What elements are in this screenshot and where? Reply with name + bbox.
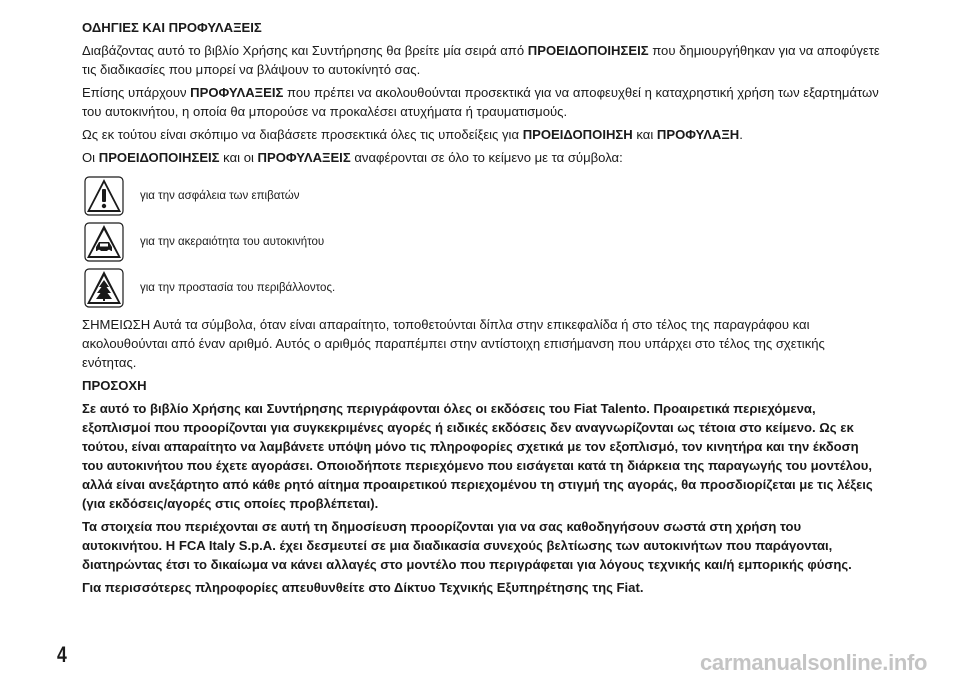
attention-paragraph: Σε αυτό το βιβλίο Χρήσης και Συντήρησης περιγράφονται όλες οι εκδόσεις του Fiat Talento. Προαιρετικά περιεχόμενα, εξοπλισμοί που προορίζονται για συγκεκριμένες αγορές ή ειδικές εκδόσεις δεν αναγνωρίζονται ως τέτοια στο κείμενο. Ως εκ τούτου, είναι απαραίτητο να λαμβάνετε υπόψη μόνο τις πληροφορίες σχετικά με τον εξοπλισμό, τον κινητήρα και την έκδοση του αυτοκινήτου που έχετε αγοράσει. Οποιοδήποτε περιεχόμενο που εισάγεται κατά τη διάρκεια της παραγωγής του μοντέλου, αλλά είναι ανεξάρτητο από κάθε ρητό αίτημα προαιρετικού περιεχομένου τη στιγμή της αγοράς, θα προσδιορίζεται με τις λέξεις (για εκδόσεις/αγορές στις οποίες προβλέπεται).: [82, 401, 873, 511]
read-text-3: .: [739, 127, 743, 142]
page-number: 4: [57, 642, 67, 667]
symbol-label: για την ακεραιότητα του αυτοκινήτου: [140, 235, 325, 248]
read-warning-term: ΠΡΟΕΙΔΟΠΟΙΗΣΗ: [522, 127, 633, 142]
symbols-text-2: και οι: [219, 150, 258, 165]
symbols-text-3: αναφέρονται σε όλο το κείμενο με τα σύμβολα:: [350, 150, 623, 165]
tree-icon: [84, 268, 124, 308]
intro-text-2: που δημιουργήθηκαν για να αποφύγετε τις διαδικασίες που μπορεί να βλάψουν το αυτοκίνητό σας.: [82, 43, 880, 77]
precautions-term: ΠΡΟΦΥΛΑΞΕΙΣ: [190, 85, 284, 100]
attention-section: [82, 399, 882, 597]
car-icon: [84, 222, 124, 262]
read-text-2: και: [632, 127, 657, 142]
intro-warnings-term: ΠΡΟΕΙΔΟΠΟΙΗΣΕΙΣ: [527, 43, 649, 58]
symbols-warnings-term: ΠΡΟΕΙΔΟΠΟΙΗΣΕΙΣ: [98, 150, 220, 165]
precautions-paragraph: [82, 83, 882, 121]
intro-text-1: Διαβάζοντας αυτό το βιβλίο Χρήσης και Συντήρησης θα βρείτε μία σειρά από: [82, 43, 528, 58]
symbol-label: για την ασφάλεια των επιβατών: [140, 189, 300, 202]
symbol-label: για την προστασία του περιβάλλοντος.: [140, 281, 336, 294]
watermark: carmanualsonline.info: [700, 650, 928, 675]
attention-paragraph: Τα στοιχεία που περιέχονται σε αυτή τη δημοσίευση προορίζονται για να σας καθοδηγήσουν σωστά στη χρήση του αυτοκινήτου. Η FCA Italy S.p.A. έχει δεσμευτεί σε μια διαδικασία συνεχούς βελτίωσης των αυτοκινήτων που παράγονται, διατηρώντας έτσι το δικαίωμα να κάνει αλλαγές στο μοντέλο που περιγράφεται για λόγους τεχνικής και/ή εμπορικής φύσης.: [82, 519, 852, 572]
read-precaution-term: ΠΡΟΦΥΛΑΞΗ: [656, 127, 740, 142]
attention-paragraph: Για περισσότερες πληροφορίες απευθυνθείτε στο Δίκτυο Τεχνικής Εξυπηρέτησης της Fiat.: [82, 580, 644, 595]
symbol-list: [82, 175, 882, 309]
precautions-text-2: που πρέπει να ακολουθούνται προσεκτικά για να αποφευχθεί η καταχρηστική χρήση των εξαρτημάτων του αυτοκινήτου, η οποία θα μπορούσε να προκαλέσει ατυχήματα ή τραυματισμούς.: [82, 85, 879, 119]
symbol-row-passenger-safety: [82, 175, 882, 217]
intro-paragraph: [82, 41, 882, 79]
read-text-1: Ως εκ τούτου είναι σκόπιμο να διαβάσετε προσεκτικά όλες τις υποδείξεις για: [82, 127, 523, 142]
note-paragraph: ΣΗΜΕΙΩΣΗ Αυτά τα σύμβολα, όταν είναι απαραίτητο, τοποθετούνται δίπλα στην επικεφαλίδα ή στο τέλος της παραγράφου και ακολουθούνται από έναν αριθμό. Αυτός ο αριθμός παραπέμπει στην αντίστοιχη επισήμανση που υπάρχει στο τέλος της σχετικής ενότητας.: [82, 317, 825, 370]
symbol-row-environment: [82, 267, 882, 309]
precautions-text-1: Επίσης υπάρχουν: [82, 85, 191, 100]
warning-exclamation-icon: [84, 176, 124, 216]
page-content: [82, 18, 882, 601]
symbols-intro-paragraph: [82, 148, 882, 167]
read-paragraph: [82, 125, 882, 144]
symbols-text-1: Οι: [82, 150, 99, 165]
attention-title: ΠΡΟΣΟΧΗ: [82, 378, 147, 393]
section-title: ΟΔΗΓΙΕΣ ΚΑΙ ΠΡΟΦΥΛΑΞΕΙΣ: [82, 20, 262, 35]
symbol-row-vehicle-integrity: [82, 221, 882, 263]
symbols-precautions-term: ΠΡΟΦΥΛΑΞΕΙΣ: [257, 150, 351, 165]
